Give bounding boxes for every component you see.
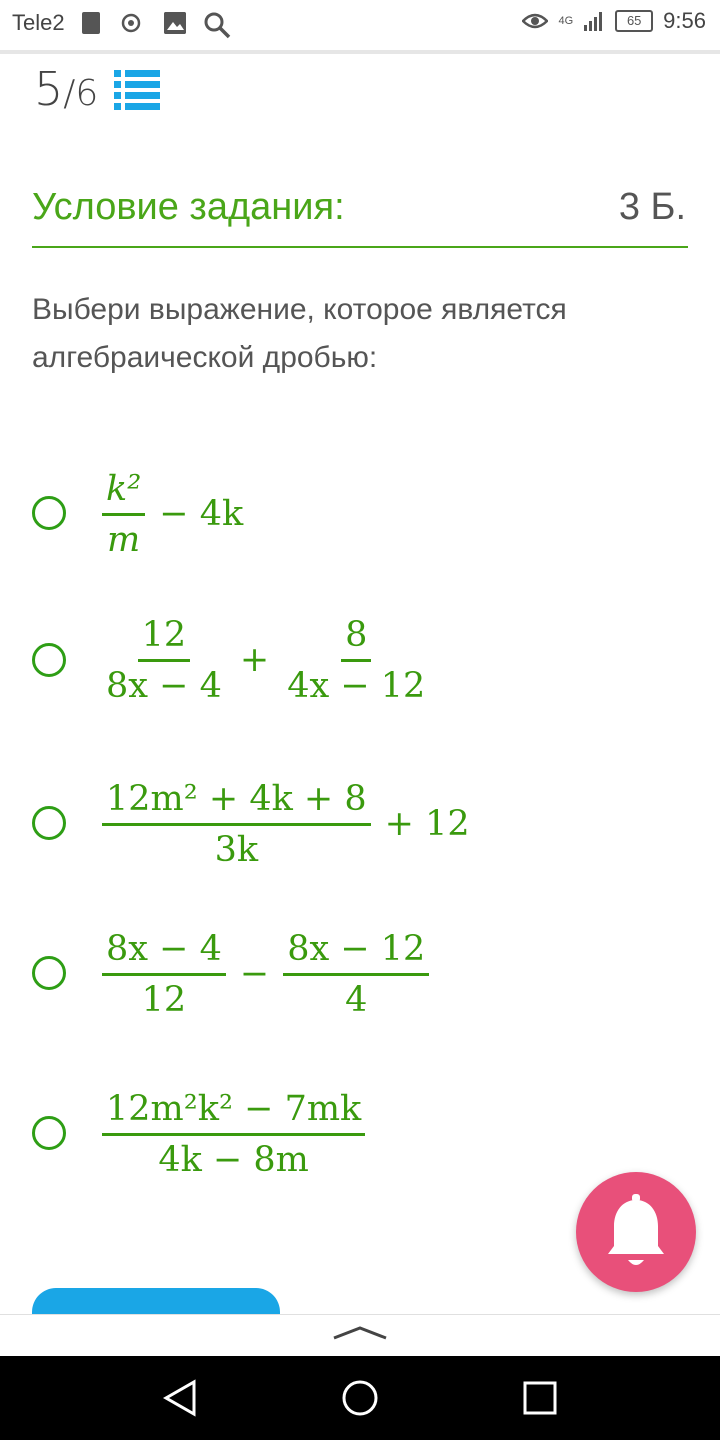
numerator: 8x − 12 [283,929,429,976]
operator: − [239,954,270,994]
formula [94,600,437,720]
header-separator [0,50,720,54]
denominator: 8x − 4 [106,665,222,706]
radio-button[interactable] [32,1116,66,1150]
fraction [102,469,145,560]
clock: 9:56 [663,8,706,33]
formula [94,764,476,884]
status-right [522,8,706,34]
formula [94,1074,373,1194]
fraction [102,929,226,1020]
denominator: 12 [141,979,187,1020]
formula [94,914,437,1034]
numerator: 12m²k² − 7mk [102,1089,365,1136]
fraction [102,615,226,706]
formula [94,454,249,574]
question-text: Выбери выражение, которое является алгебраической дробью: [32,293,567,374]
status-bar [0,0,720,50]
denominator: 4k − 8m [158,1139,309,1180]
formula-tail: − 4k [159,494,244,534]
numerator: k² [102,469,145,516]
image-icon [164,12,186,34]
back-icon[interactable] [160,1378,200,1418]
denominator: 3k [214,829,259,870]
recent-apps-icon[interactable] [522,1380,558,1416]
fraction [102,1089,365,1180]
denominator: m [107,519,141,560]
task-progress [34,62,98,116]
answer-option-2[interactable] [32,600,632,720]
denominator: 4x − 12 [287,665,426,706]
signal-icon [583,11,605,31]
fraction [102,779,371,870]
answer-option-4[interactable] [32,914,632,1034]
formula-tail: + 12 [384,804,470,844]
notifications-button[interactable] [576,1172,696,1292]
progress-total: /6 [63,73,99,114]
answer-option-3[interactable] [32,764,632,884]
numerator: 8 [341,615,371,662]
sd-card-icon [82,12,100,34]
numerator: 12 [138,615,191,662]
home-icon[interactable] [340,1378,380,1418]
numerator: 8x − 4 [102,929,226,976]
task-header [32,180,688,248]
network-type: 4G [558,15,574,27]
answer-option-1[interactable] [32,454,632,574]
radio-button[interactable] [32,806,66,840]
battery-indicator: 65 [615,10,653,32]
carrier-name: Tele2 [12,10,65,35]
task-title: Условие задания: [32,186,345,228]
eye-icon [522,11,548,31]
eye-icon [120,12,146,34]
denominator: 4 [345,979,368,1020]
list-icon[interactable] [114,68,160,112]
search-icon [202,10,232,40]
radio-button[interactable] [32,956,66,990]
bell-icon [576,1172,696,1292]
radio-button[interactable] [32,643,66,677]
answer-option-5[interactable] [32,1074,632,1194]
task-points: 3 Б. [618,186,686,228]
operator: + [239,640,270,680]
fraction [283,615,429,706]
radio-button[interactable] [32,496,66,530]
chevron-up-icon[interactable] [330,1322,390,1342]
fraction [283,929,429,1020]
numerator: 12m² + 4k + 8 [102,779,371,826]
progress-current: 5 [34,62,64,116]
